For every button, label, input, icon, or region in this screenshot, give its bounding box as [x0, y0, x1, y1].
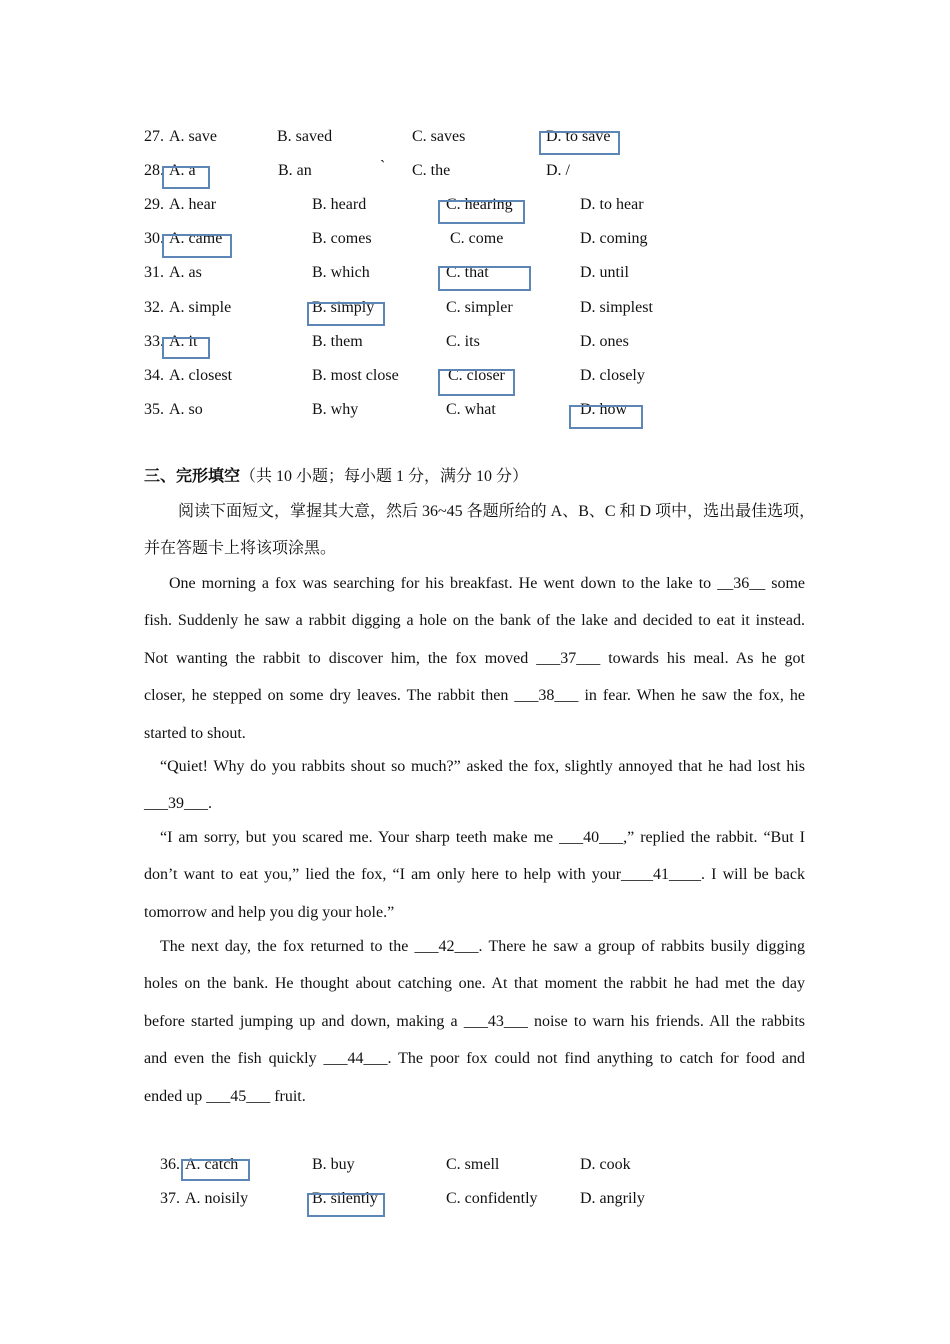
option-d: D. to save — [546, 128, 611, 145]
passage-paragraph — [144, 819, 805, 931]
option-d: D. how — [580, 401, 628, 418]
option-b: B. them — [312, 333, 363, 350]
passage-line: before started jumping up and down, making a ___43___ noise to warn his friends. All the rabbits — [144, 1012, 805, 1030]
option-c: C. smell — [446, 1156, 500, 1173]
option-c: C. that — [446, 264, 489, 281]
answer-mark-box — [569, 405, 643, 429]
option-b: B. an — [278, 162, 312, 179]
instructions — [144, 493, 816, 568]
passage-paragraph — [144, 748, 805, 823]
option-a: A. hear — [169, 196, 217, 213]
question-number: 34. — [144, 367, 164, 384]
section-scoring: （共 10 小题；每小题 1 分，满分 10 分） — [240, 468, 529, 485]
question-number: 30. — [144, 230, 164, 247]
question-number: 31. — [144, 264, 164, 281]
passage-line: “Quiet! Why do you rabbits shout so much?” asked the fox, slightly annoyed that he had lost his — [160, 758, 805, 775]
option-a: A. save — [169, 128, 217, 145]
section-title — [144, 466, 528, 488]
passage-line: closer, he stepped on some dry leaves. The rabbit then ___38___ in fear. When he saw the fox, he — [144, 687, 805, 705]
answer-mark-box — [438, 369, 515, 396]
question-number: 28. — [144, 162, 164, 179]
option-b: B. silently — [312, 1190, 378, 1207]
option-c: C. closer — [448, 367, 505, 384]
option-b: B. comes — [312, 230, 372, 247]
option-c: C. simpler — [446, 299, 513, 316]
option-a: A. catch — [185, 1156, 239, 1173]
option-b: B. simply — [312, 299, 375, 316]
option-b: B. most close — [312, 367, 399, 384]
passage-line: ended up ___45___ fruit. — [144, 1087, 306, 1105]
answer-mark-box — [162, 337, 210, 359]
option-a: A. as — [169, 264, 202, 281]
answer-mark-box — [438, 266, 531, 291]
answer-mark-box — [307, 302, 385, 326]
passage-line: holes on the bank. He thought about catching one. At that moment the rabbit he had met the day — [144, 975, 805, 993]
question-number: 29. — [144, 196, 164, 213]
option-a: A. it — [169, 333, 198, 350]
option-a: A. came — [169, 230, 223, 247]
option-d: D. / — [546, 162, 570, 179]
answer-mark-box — [162, 166, 210, 189]
option-d: D. coming — [580, 230, 648, 247]
answer-mark-box — [438, 200, 525, 224]
answer-mark-box — [307, 1193, 385, 1217]
passage-line: One morning a fox was searching for his breakfast. He went down to the lake to __36__ some — [169, 575, 805, 592]
option-a: A. closest — [169, 367, 233, 384]
answer-mark-box — [181, 1159, 250, 1181]
option-b: B. which — [312, 264, 370, 281]
answer-mark-box — [162, 234, 232, 258]
option-c: C. what — [446, 401, 496, 418]
option-d: D. to hear — [580, 196, 644, 213]
option-b: B. saved — [277, 128, 333, 145]
option-c: C. the — [412, 162, 451, 179]
passage-paragraph — [144, 928, 805, 1115]
option-c: C. hearing — [446, 196, 513, 213]
passage-paragraph — [144, 565, 805, 752]
answer-mark-box — [539, 131, 620, 155]
option-b: B. buy — [312, 1156, 355, 1173]
option-a: A. simple — [169, 299, 232, 316]
passage-line: The next day, the fox returned to the ___42___. There he saw a group of rabbits busily digging — [160, 938, 805, 955]
passage-line: don’t want to eat you,” lied the fox, “I am only here to help with your____41____. I will be back — [144, 866, 805, 884]
stray-mark: ` — [380, 158, 386, 175]
question-number: 36. — [160, 1156, 180, 1173]
question-number: 35. — [144, 401, 164, 418]
passage-line: and even the fish quickly ___44___. The poor fox could not find anything to catch for food and — [144, 1050, 805, 1068]
section-heading: 三、完形填空 — [144, 468, 241, 485]
option-c: C. saves — [412, 128, 466, 145]
option-d: D. cook — [580, 1156, 631, 1173]
passage-line: fish. Suddenly he saw a rabbit digging a hole on the bank of the lake and decided to eat it instead. — [144, 612, 805, 630]
passage-line: tomorrow and help you dig your hole.” — [144, 903, 395, 921]
question-number: 32. — [144, 299, 164, 316]
passage-line: ___39___. — [144, 795, 212, 813]
question-number: 37. — [160, 1190, 180, 1207]
instruction-line: 阅读下面短文，掌握其大意，然后 36~45 各题所给的 A、B、C 和 D 项中，选出最佳选项， — [178, 503, 816, 520]
option-d: D. closely — [580, 367, 645, 384]
instruction-line: 并在答题卡上将该项涂黑。 — [144, 540, 337, 558]
question-number: 33. — [144, 333, 164, 350]
option-b: B. heard — [312, 196, 367, 213]
option-a: A. so — [169, 401, 203, 418]
option-d: D. ones — [580, 333, 629, 350]
option-a: A. noisily — [185, 1190, 249, 1207]
passage-line: Not wanting the rabbit to discover him, the fox moved ___37___ towards his meal. As he got — [144, 649, 805, 667]
option-b: B. why — [312, 401, 359, 418]
question-number: 27. — [144, 128, 164, 145]
option-c: C. come — [450, 230, 504, 247]
option-d: D. until — [580, 264, 629, 281]
option-a: A. a — [169, 162, 196, 179]
option-d: D. angrily — [580, 1190, 645, 1207]
option-c: C. its — [446, 333, 480, 350]
passage-line: “I am sorry, but you scared me. Your sharp teeth make me ___40___,” replied the rabbit. “But I — [160, 829, 805, 846]
option-c: C. confidently — [446, 1190, 538, 1207]
option-d: D. simplest — [580, 299, 653, 316]
passage-line: started to shout. — [144, 724, 246, 742]
